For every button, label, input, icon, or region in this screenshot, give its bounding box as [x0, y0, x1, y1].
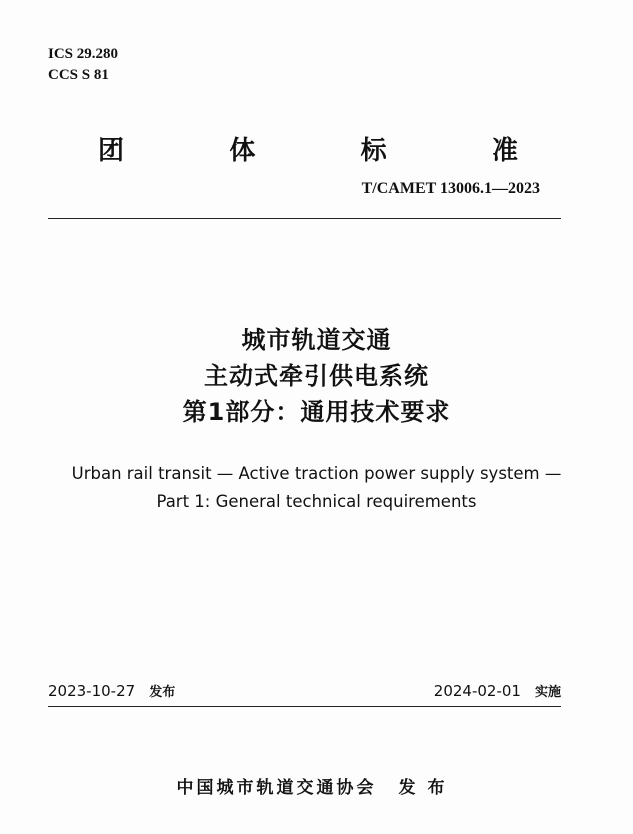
effective-date: 2024-02-01 — [433, 682, 521, 700]
issue-date: 2023-10-27 — [48, 682, 136, 700]
chinese-title-line-2: 主动式牵引供电系统 — [204, 362, 429, 390]
effective-label: 实施 — [534, 685, 561, 700]
publisher-name: 中国城市轨道交通协会 — [176, 778, 377, 797]
effective-date-group — [434, 681, 561, 700]
top-divider — [48, 218, 561, 219]
heading-char: 体 — [229, 136, 256, 165]
standard-number: T/CAMET 13006.1—2023 — [361, 180, 540, 197]
english-title — [0, 460, 633, 516]
ccs-code: CCS S 81 — [48, 67, 109, 83]
issue-label: 发布 — [149, 685, 176, 700]
english-title-line-1: Urban rail transit — Active traction power supply system — — [71, 464, 562, 483]
chinese-title-line-1: 城市轨道交通 — [241, 326, 392, 354]
classification-codes — [48, 44, 118, 86]
heading-char: 准 — [491, 136, 518, 165]
english-title-line-2: Part 1: General technical requirements — [156, 492, 477, 511]
chinese-title-line-3: 第1部分：通用技术要求 — [182, 398, 451, 426]
standard-type-heading — [98, 130, 518, 167]
bottom-divider — [48, 706, 561, 707]
publisher-verb: 发布 — [398, 778, 457, 797]
heading-char: 标 — [360, 136, 387, 165]
heading-char: 团 — [98, 136, 125, 165]
issue-date-group — [48, 681, 175, 700]
dates-row — [48, 681, 561, 700]
chinese-title — [0, 322, 633, 430]
ics-code: ICS 29.280 — [48, 46, 119, 62]
publisher-line — [0, 773, 633, 798]
